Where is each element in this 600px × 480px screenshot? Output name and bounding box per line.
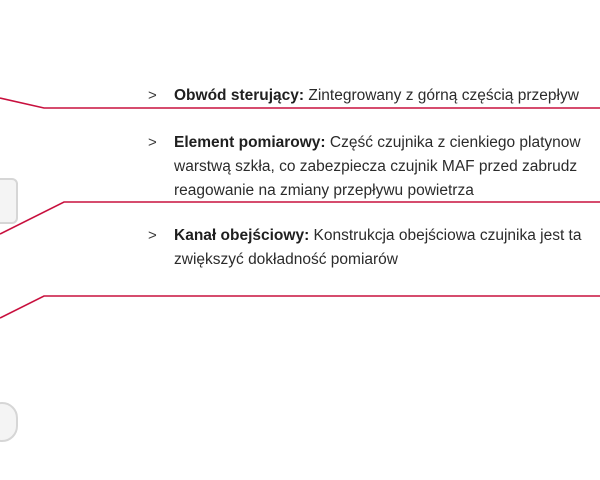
callout-line bbox=[148, 131, 600, 155]
chevron-right-icon: > bbox=[148, 227, 157, 244]
callout-measuring-element bbox=[148, 131, 600, 203]
callout-title: Kanał obejściowy: bbox=[174, 227, 310, 244]
callout-line: warstwą szkła, co zabezpiecza czujnik MAF przed zabrudz bbox=[174, 158, 578, 175]
sensor-body-fragment-top bbox=[0, 178, 18, 224]
callout-line: reagowanie na zmiany przepływu powietrza bbox=[174, 182, 474, 199]
callout-title: Element pomiarowy: bbox=[174, 134, 326, 151]
callout-text: Konstrukcja obejściowa czujnika jest ta bbox=[313, 227, 582, 244]
chevron-right-icon: > bbox=[148, 134, 157, 151]
callout-line bbox=[148, 224, 600, 248]
callout-control-circuit bbox=[148, 84, 600, 108]
leader-line-bypass-channel bbox=[0, 296, 600, 318]
callout-bypass-channel bbox=[148, 224, 600, 272]
callout-line bbox=[148, 84, 600, 108]
callout-line: zwiększyć dokładność pomiarów bbox=[174, 251, 398, 268]
callout-text: Część czujnika z cienkiego platynow bbox=[329, 134, 581, 151]
callout-title: Obwód sterujący: bbox=[174, 87, 305, 104]
callout-text: Zintegrowany z górną częścią przepływ bbox=[308, 87, 579, 104]
chevron-right-icon: > bbox=[148, 87, 157, 104]
